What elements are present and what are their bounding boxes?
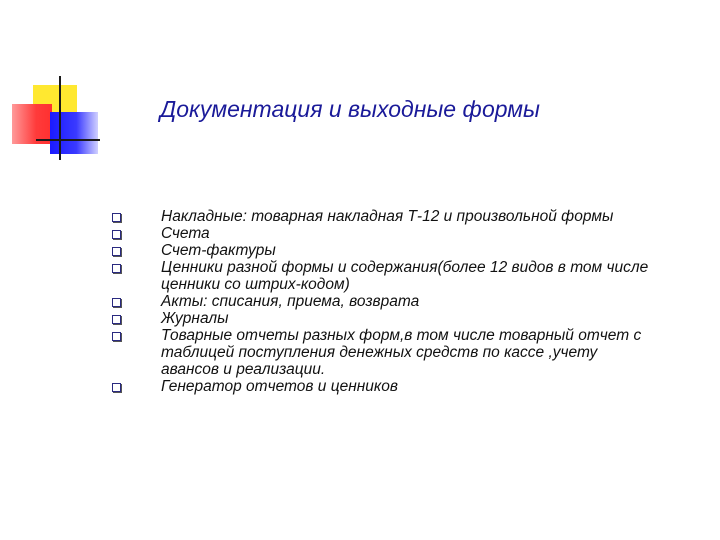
square-bullet-icon	[112, 332, 121, 341]
list-item-text: Товарные отчеты разных форм,в том числе товарный отчет с таблицей поступления денежных средств по кассе ,учету авансов и реализации.	[161, 327, 642, 378]
list-item	[112, 293, 652, 310]
list-item-text: Счет-фактуры	[161, 242, 276, 259]
list-item-text: Ценники разной формы и содержания(более 12 видов в том числе ценники со штрих-кодом)	[161, 259, 649, 293]
list-item	[112, 242, 652, 259]
list-item-text: Генератор отчетов и ценников	[161, 378, 398, 395]
list-item-text: Акты: списания, приема, возврата	[161, 293, 420, 310]
list-item	[112, 259, 652, 293]
list-item	[112, 225, 652, 242]
red-square	[12, 104, 52, 144]
square-bullet-icon	[112, 383, 121, 392]
list-item-text: Журналы	[161, 310, 229, 327]
list-item-text: Накладные: товарная накладная Т-12 и произвольной формы	[161, 208, 614, 225]
square-bullet-icon	[112, 247, 121, 256]
bullet-list	[112, 208, 652, 395]
vertical-line	[59, 76, 61, 160]
list-item	[112, 378, 652, 395]
list-item-text: Счета	[161, 225, 210, 242]
square-bullet-icon	[112, 230, 121, 239]
decorative-logo	[0, 0, 110, 170]
list-item	[112, 310, 652, 327]
square-bullet-icon	[112, 315, 121, 324]
blue-square	[50, 112, 98, 154]
slide-title: Документация и выходные формы	[160, 96, 540, 122]
square-bullet-icon	[112, 264, 121, 273]
square-bullet-icon	[112, 298, 121, 307]
list-item	[112, 208, 652, 225]
horizontal-line	[36, 139, 100, 141]
list-item	[112, 327, 652, 378]
square-bullet-icon	[112, 213, 121, 222]
